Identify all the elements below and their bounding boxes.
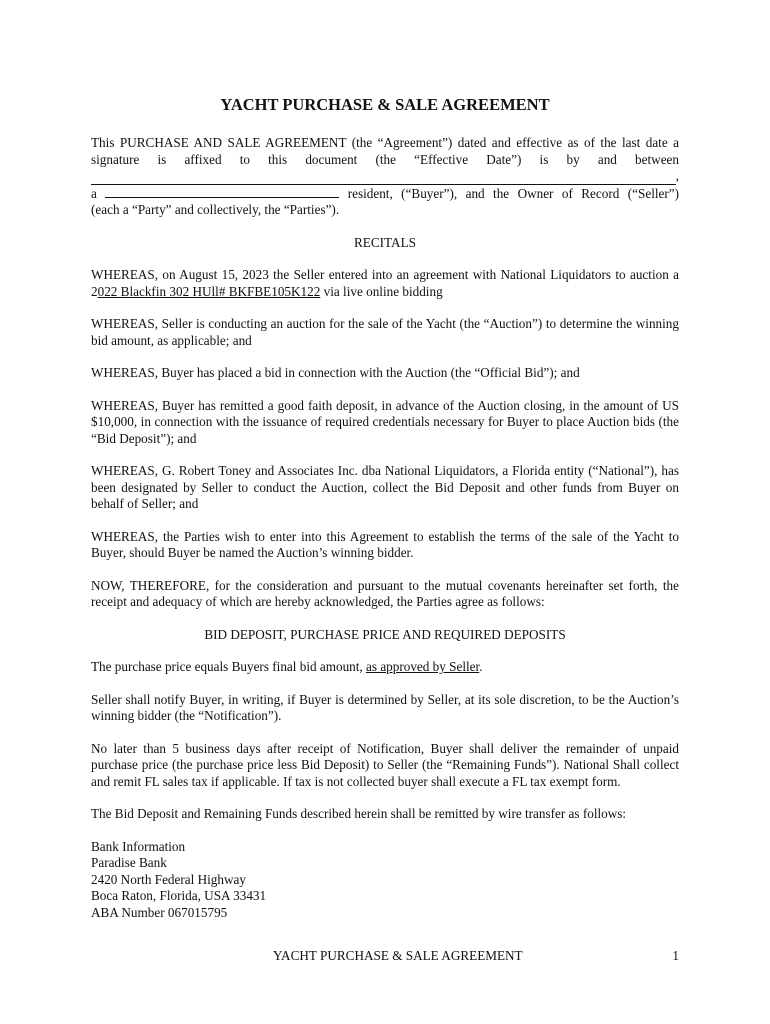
- approved-by-seller: as approved by Seller: [366, 659, 480, 674]
- bank-information: [91, 839, 679, 922]
- notification-clause: Seller shall notify Buyer, in writing, if Buyer is determined by Seller, at its sole discretion, to be the Auction’s winning bidder (the “Notification”).: [91, 691, 679, 723]
- bank-line: Boca Raton, Florida, USA 33431: [91, 888, 267, 903]
- bank-line: Bank Information: [91, 838, 186, 854]
- whereas-3: WHEREAS, Buyer has placed a bid in connection with the Auction (the “Official Bid”); and: [91, 365, 580, 380]
- whereas-1-tail: via live online bidding: [320, 283, 443, 299]
- document-title: YACHT PURCHASE & SALE AGREEMENT: [220, 95, 550, 114]
- intro-comma: ,: [675, 168, 679, 183]
- whereas-1-text: WHEREAS, on August 15, 2023 the Seller entered into an agreement with National Liquidators to auction a 2: [91, 267, 679, 299]
- intro-buyer-clause: resident, (“Buyer”), and the Owner of Record (“Seller”): [347, 185, 680, 201]
- page-footer: [91, 948, 679, 964]
- now-therefore: NOW, THEREFORE, for the consideration and pursuant to the mutual covenants hereinafter set forth, the receipt and adequacy of which are hereby acknowledged, the Parties agree as follows:: [91, 577, 679, 609]
- bank-line: Paradise Bank: [91, 855, 167, 870]
- whereas-5: WHEREAS, G. Robert Toney and Associates Inc. dba National Liquidators, a Florida entity (“National”), has been designated by Seller to conduct the Auction, collect the Bid Deposit and other funds from Buyer on behalf of Seller; and: [91, 463, 679, 511]
- purchase-price-period: .: [479, 659, 483, 674]
- intro-line-3: [91, 185, 679, 203]
- bank-line: 2420 North Federal Highway: [91, 871, 246, 887]
- recitals-heading: RECITALS: [354, 234, 416, 250]
- purchase-price-text: The purchase price equals Buyers final bid amount,: [91, 659, 367, 674]
- remaining-funds-clause: No later than 5 business days after receipt of Notification, Buyer shall deliver the remainder of unpaid purchase price (the purchase price less Bid Deposit) to Seller (the “Remaining Funds”). National Shall collect and remit FL sales tax if applicable. If tax is not collected buyer shall execute a FL tax exempt form.: [91, 740, 679, 789]
- bank-line: ABA Number 067015795: [91, 904, 228, 920]
- page-number: 1: [672, 948, 679, 963]
- residence-blank: [105, 185, 339, 198]
- seller-name-blank: [91, 172, 676, 185]
- whereas-4: WHEREAS, Buyer has remitted a good faith deposit, in advance of the Auction closing, in the amount of US $10,000, in connection with the issuance of required credentials necessary for Buyer to place Auction bids (the “Bid Deposit”); and: [91, 397, 679, 446]
- vessel-description: 022 Blackfin 302 HUll# BKFBE105K122: [97, 283, 321, 299]
- whereas-6: WHEREAS, the Parties wish to enter into this Agreement to establish the terms of the sale of the Yacht to Buyer, should Buyer be named the Auction’s winning bidder.: [91, 528, 679, 560]
- intro-paragraph: [91, 135, 679, 219]
- whereas-2: WHEREAS, Seller is conducting an auction for the sale of the Yacht (the “Auction”) to determine the winning bid amount, as applicable; and: [91, 316, 679, 348]
- document-body: [91, 95, 679, 921]
- footer-title: YACHT PURCHASE & SALE AGREEMENT: [273, 948, 523, 963]
- section-heading: BID DEPOSIT, PURCHASE PRICE AND REQUIRED DEPOSITS: [204, 626, 566, 642]
- whereas-1: [91, 267, 679, 300]
- wire-transfer-clause: The Bid Deposit and Remaining Funds described herein shall be remitted by wire transfer as follows:: [91, 806, 627, 821]
- intro-line-1: This PURCHASE AND SALE AGREEMENT (the “Agreement”) dated and effective as of the last date a signature is affixed to this document (the “Effective Date”) is by and between: [91, 135, 679, 167]
- intro-a: a: [91, 185, 97, 201]
- intro-parties: (each a “Party” and collectively, the “Parties”).: [91, 202, 340, 217]
- party-name-blank-line: [91, 168, 679, 185]
- purchase-price: [91, 659, 679, 676]
